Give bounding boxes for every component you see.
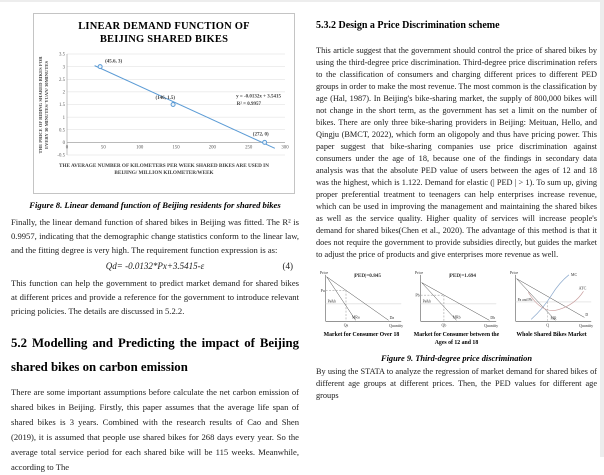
svg-text:250: 250 xyxy=(245,145,253,151)
svg-text:-0.5: -0.5 xyxy=(57,153,65,159)
figure9-diagrams xyxy=(316,269,597,348)
equation-number: (4) xyxy=(282,261,293,271)
demand-a-label: Da xyxy=(389,315,395,320)
price-b-label: Pb xyxy=(415,292,420,298)
paragraph-fitted: Finally, the linear demand function of shared bikes in Beijing was fitted. The R² is 0.9957, indicating that the demographic change statistics conform to the linear law, and the fitting degree is very high. The requirement function expression is as: xyxy=(11,217,299,255)
whole-market-diagram xyxy=(506,269,597,331)
paragraph-assumptions: There are some important assumptions before calculate the net carbon emission of shared bikes in Beijing. Firstly, this paper assumes that the average life span of shared bikes is 3 years. Combined with the research results of Cao and Shen (2019), it is assumed that people use shared bikes for 268 days every year. So the average total service period for each shared bike will be 115 weeks. Meanwhile, according to The xyxy=(11,387,299,472)
svg-text:(45.6, 3): (45.6, 3) xyxy=(105,59,123,65)
page-edge-top xyxy=(0,0,604,2)
diagram-b-caption: Market for Consumer between the Ages of 12 and 18 xyxy=(413,332,500,346)
paragraph-stata: By using the STATA to analyze the regression of market demand for shared bikes of different age groups at different prices. Then, the PED values for different age groups xyxy=(316,366,597,400)
demand-diagram-b xyxy=(411,269,502,331)
svg-text:2: 2 xyxy=(62,90,65,96)
right-page-column xyxy=(316,16,597,402)
mc-label: MC xyxy=(570,271,578,277)
ped-label: |PED|=0.845 xyxy=(353,272,382,279)
diagram-c-caption: Whole Shared Bikes Market xyxy=(516,332,587,338)
svg-text:300: 300 xyxy=(281,145,289,151)
atc-label: ATC xyxy=(578,285,587,291)
demand-scatter-chart xyxy=(52,49,290,161)
quantity-axis-label: Quantity xyxy=(388,323,404,329)
left-page-column xyxy=(11,13,299,475)
svg-text:(146, 1.5): (146, 1.5) xyxy=(155,96,176,101)
equation-text: Qd= -0.0132*Px+3.5415-ε xyxy=(105,261,205,271)
quantity-axis-label: Quantity xyxy=(483,323,499,329)
figure9-caption: Figure 9. Third-degree price discrimination xyxy=(381,353,532,363)
mr-label: MR xyxy=(550,316,557,321)
diagram-a-caption: Market for Consumer Over 18 xyxy=(323,332,400,338)
price-axis-label: Price xyxy=(509,269,519,275)
svg-text:200: 200 xyxy=(208,145,216,151)
uniform-price-label: Pa&b xyxy=(327,299,336,304)
price-axis-label: Price xyxy=(414,269,424,275)
price-axis-label: Price xyxy=(319,269,329,275)
quantity-b-label: Qb xyxy=(441,323,447,328)
quantity-a-label: Qa xyxy=(343,323,349,328)
chart-x-axis-label: THE AVERAGE NUMBER OF KILOMETERS PER WEEK SHARED BIKES ARE USED IN BEIJING/ MILLION KILOMETER/WEEK xyxy=(59,163,269,177)
quantity-q-label: Q xyxy=(546,323,550,328)
svg-text:(272, 0): (272, 0) xyxy=(252,132,269,138)
equation-4 xyxy=(11,261,299,271)
svg-text:y = -0.0132x + 3.5415: y = -0.0132x + 3.5415 xyxy=(236,94,281,100)
diagram-market-12to18 xyxy=(411,269,502,348)
svg-text:1: 1 xyxy=(62,115,65,121)
ped-label: |PED|=1.694 xyxy=(448,272,477,279)
diagram-market-over18 xyxy=(316,269,407,348)
svg-text:2.5: 2.5 xyxy=(59,77,65,83)
page-edge-right xyxy=(600,0,604,457)
price-a-label: Pa xyxy=(320,287,325,293)
uniform-price-label: Pa&b xyxy=(422,299,431,304)
mr-a-label: MRa xyxy=(351,315,360,320)
demand-b-label: Db xyxy=(490,315,496,320)
section-heading-5-3-2: 5.3.2 Design a Price Discrimination scheme xyxy=(316,20,500,31)
svg-text:3.5: 3.5 xyxy=(59,52,65,58)
svg-text:R² = 0.9957: R² = 0.9957 xyxy=(236,102,261,108)
section-heading-5-2: 5.2 Modelling and Predicting the impact of Beijing shared bikes on carbon emission xyxy=(11,336,299,374)
figure8-caption: Figure 8. Linear demand function of Beijing residents for shared bikes xyxy=(29,200,281,210)
price-line-label: Pa and Pb xyxy=(517,297,533,302)
svg-text:150: 150 xyxy=(172,145,180,151)
quantity-axis-label: Quantity xyxy=(578,323,594,329)
figure8-chart-box xyxy=(33,13,295,194)
svg-text:50: 50 xyxy=(100,145,106,151)
chart-y-axis-label: THE PRICE OF RIDING SHARED BIKES FOR EVERY 30 MINUTES/ YUAN/ 30MINUTES xyxy=(37,56,49,154)
svg-text:0.5: 0.5 xyxy=(59,128,65,134)
paragraph-function-help: This function can help the government to predict market demand for shared bikes at different prices and provide a reference for the government to introduce relevant pricing policies. The details are discussed in 5.2.2. xyxy=(11,278,299,316)
svg-text:100: 100 xyxy=(136,145,144,151)
demand-label: D xyxy=(585,312,589,317)
svg-text:1.5: 1.5 xyxy=(59,103,65,109)
chart-title: LINEAR DEMAND FUNCTION OF BEIJING SHARED BIKES xyxy=(78,21,250,45)
mr-b-label: MRb xyxy=(452,315,461,320)
demand-diagram-a xyxy=(316,269,407,331)
diagram-whole-market xyxy=(506,269,597,348)
svg-text:0: 0 xyxy=(62,141,65,147)
svg-text:3: 3 xyxy=(62,65,65,71)
paragraph-price-discrimination: This article suggest that the government should control the price of shared bikes by using the third-degree price discrimination. Third-degree price discrimination refers to the classification of consumers and charging different prices to different PED groups in order to make the most revenue. The most common is the classification by age (Hal, 1987). In Beijing's bike-sharing market, the supply of 800,000 bikes will not change in the short term, as the government has set a limit on the number of bikes. There are only three bike-sharing providers in Beijing: Meituan, Hello, and Qingju (BMCT, 2022), which form an oligopoly and thus have pricing power. This paper suggest that bike-sharing companies use price discrimination against consumers under the age of 18, because one of the findings in secondary data analysis was that the absolute PED value of users between the ages of 12 and 18 was the highest, which is 1.122. Demand for elastic (| PED | > 1). To sum up, giving proper preferential treatment to teenagers can help enterprises increase revenue, which can be used in improving the management and maintaining the shared bikes as well as the service quality. Higher quality of services will increase people's demand for shared bikes(Chen et al., 2020). The advantage of this method is that it does not require the government to provide subsidies directly, but guides the market to adjust the price of products and give enterprises more revenue as well. xyxy=(316,46,597,259)
svg-text:0: 0 xyxy=(65,145,69,151)
chart-body xyxy=(36,49,292,161)
